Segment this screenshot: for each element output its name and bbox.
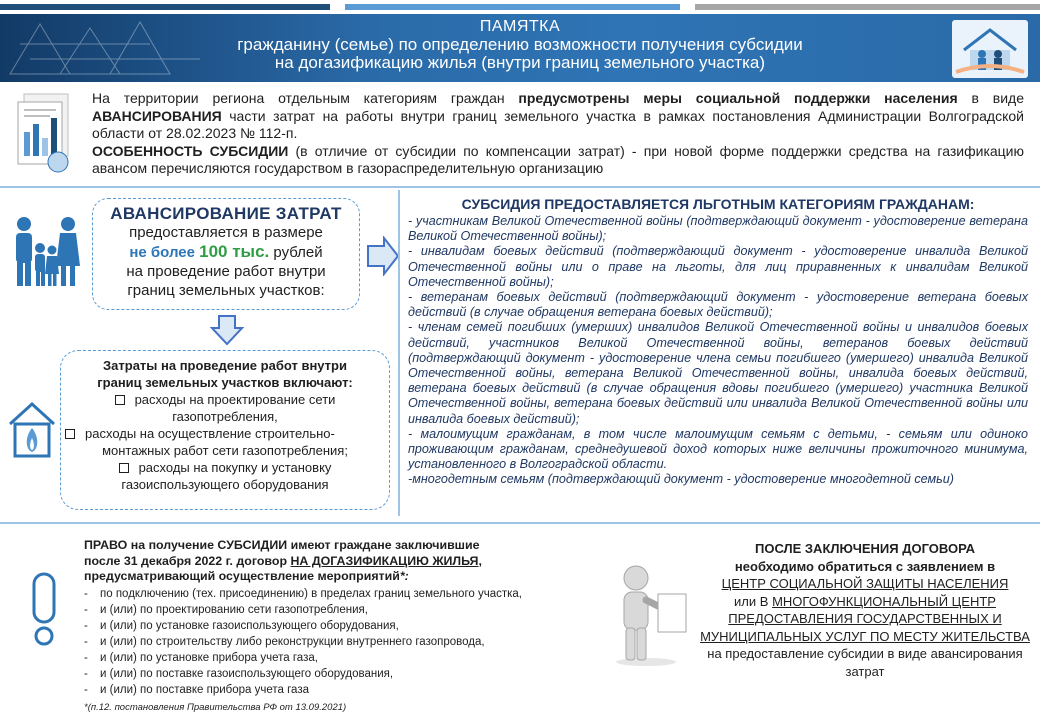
rights-item-text: и (или) по строительству либо реконструкции внутреннего газопровода, (100, 635, 485, 648)
costs-item-3-cont: газоиспользующего оборудования (121, 477, 329, 492)
after-tail-text: на предоставление субсидии в виде авансирования затрат (707, 646, 1023, 679)
categories-list (408, 214, 1028, 488)
page-title: ПАМЯТКА (479, 18, 561, 35)
documents-chart-icon (14, 92, 76, 176)
category-item: - малоимущим гражданам, в том числе малоимущим семьям с детьми, - семьям или одиноко проживающим гражданам, среднедушевой доход которых ниже величины прожиточного минимума, установленного в Волгоградской области. (408, 426, 1028, 472)
dash-marker: - (84, 603, 88, 616)
category-item: -многодетным семьям (подтверждающий документ - удостоверение многодетной семьи) (408, 472, 954, 487)
csz-link: ЦЕНТР СОЦИАЛЬНОЙ ЗАЩИТЫ НАСЕЛЕНИЯ (721, 576, 1009, 591)
list-item (84, 682, 596, 698)
rights-title-text: после 31 декабря 2022 г. договор (84, 553, 291, 568)
house-family-logo-icon (952, 20, 1028, 78)
rights-item-text: и (или) по проектированию сети газопотребления, (100, 603, 368, 616)
categories-title: СУБСИДИЯ ПРЕДОСТАВЛЯЕТСЯ ЛЬГОТНЫМ КАТЕГОРИЯМ ГРАЖДАНАМ: (461, 196, 975, 212)
rights-list (84, 586, 596, 699)
rights-title-contract: НА ДОГАЗИФИКАЦИЮ ЖИЛЬЯ, (290, 553, 482, 568)
rights-section (84, 538, 596, 716)
costs-box (60, 350, 390, 510)
divider (0, 522, 1040, 524)
after-line-1: необходимо обратиться с заявлением в (734, 558, 996, 574)
costs-item-text: расходы на покупку и установку (138, 460, 332, 475)
costs-title-1: Затраты на проведение работ внутри (103, 358, 347, 373)
header-title-block (150, 18, 890, 72)
dash-marker: - (84, 651, 88, 664)
divider (0, 186, 1040, 188)
list-item (84, 618, 596, 634)
list-item (84, 602, 596, 618)
intro-text-span: (в отличие от субсидии по компенсации затрат) - при новой форме поддержки средства на газификацию авансом перечисляются государством в газораспределительную организацию (92, 142, 1024, 176)
avans-amount-unit: рублей (269, 244, 323, 261)
after-title: ПОСЛЕ ЗАКЛЮЧЕНИЯ ДОГОВОРА (754, 541, 976, 556)
list-item (84, 650, 596, 666)
checkbox-icon (115, 395, 125, 405)
list-item (84, 586, 596, 602)
rights-title-2 (84, 554, 596, 570)
costs-item-text: расходы на осуществление строительно- (85, 426, 335, 441)
dash-marker: - (84, 587, 88, 600)
dash-marker: - (84, 667, 88, 680)
page-subtitle-1: гражданину (семье) по определению возможности получения субсидии (237, 35, 803, 54)
dash-marker: - (84, 684, 88, 697)
rights-item-text: и (или) по поставке прибора учета газа (100, 684, 309, 697)
avans-amount (93, 242, 359, 262)
arrow-down-icon (210, 314, 244, 346)
rights-item-text: и (или) по установке газоиспользующего оборудования, (100, 619, 399, 632)
arrow-right-icon (366, 236, 400, 276)
after-contract-section (700, 540, 1030, 680)
avans-line-1: предоставляется в размере (129, 224, 323, 241)
category-item: - ветеранам боевых действий (подтверждающий документ - удостоверение ветерана боевых действий (в случае обращения ветерана боевых действий); (408, 290, 1028, 320)
mfc-link: МНОГОФУНКЦИОНАЛЬНЫЙ ЦЕНТР ПРЕДОСТАВЛЕНИЯ ГОСУДАРСТВЕННЫХ И МУНИЦИПАЛЬНЫХ УСЛУГ ПО МЕСТУ ЖИТЕЛЬСТВА (700, 593, 1030, 644)
rights-footnote: *(п.12. постановления Правительства РФ от 13.09.2021) (84, 702, 347, 714)
rights-item-text: по подключению (тех. присоединению) в пределах границ земельного участка, (100, 587, 523, 600)
rights-title-asterisk: *: (399, 569, 409, 583)
header-banner (0, 14, 1040, 82)
costs-item-2-cont: монтажных работ сети газопотребления; (102, 443, 348, 458)
list-item (84, 666, 596, 682)
exclamation-icon (32, 572, 56, 646)
top-stripe-blue (345, 4, 680, 10)
after-mfc (700, 593, 1030, 681)
dash-marker: - (84, 635, 88, 648)
costs-item-text: расходы на проектирование сети (134, 392, 336, 407)
gas-house-icon (6, 398, 58, 460)
rights-title-text: предусматривающий осуществление мероприятий (84, 569, 400, 583)
costs-item-1 (61, 391, 389, 408)
rights-item-text: и (или) по установке прибора учета газа, (100, 651, 318, 664)
costs-title-2: границ земельных участков включают: (97, 375, 353, 390)
costs-item-1-cont: газопотребления, (172, 409, 278, 424)
costs-item-2 (61, 425, 389, 442)
person-with-paper-icon (606, 564, 692, 668)
checkbox-icon (65, 429, 75, 439)
rights-title-1: ПРАВО на получение СУБСИДИИ имеют граждане заключившие (84, 538, 480, 552)
intro-emphasis: предусмотрены меры социальной поддержки населения (518, 90, 958, 106)
avans-title: АВАНСИРОВАНИЕ ЗАТРАТ (110, 204, 342, 223)
category-item: - инвалидам боевых действий (подтверждающий документ - удостоверение инвалида Великой Отечественной войны или о праве на льготы, для лиц приравненных к инвалидам Великой Отечественной войны); (408, 244, 1028, 289)
dash-marker: - (84, 619, 88, 632)
category-item: - участникам Великой Отечественной войны (подтверждающий документ - удостоверение ветерана Великой Отечественной войны); (408, 214, 1028, 244)
intro-paragraph-2 (92, 143, 1024, 178)
page-subtitle-2: на догазификацию жилья (внутри границ земельного участка) (274, 53, 766, 72)
rights-item-text: и (или) по поставке газоиспользующего оборудования, (100, 667, 394, 680)
rights-title-3 (84, 569, 596, 585)
family-icon (10, 214, 82, 288)
after-or-text: или В (734, 593, 773, 609)
intro-text-span: в виде (957, 90, 1024, 106)
intro-emphasis: ОСОБЕННОСТЬ СУБСИДИИ (92, 142, 289, 159)
avans-box (92, 198, 360, 310)
avans-line-3: на проведение работ внутри (126, 263, 326, 280)
intro-text-span: части затрат на работы внутри границ земельного участка в рамках постановления Администрации Волгоградской области от 28.02.2023 № 112-п. (92, 107, 1024, 141)
top-stripe-grey (695, 4, 1040, 10)
intro-emphasis: АВАНСИРОВАНИЯ (92, 107, 222, 124)
avans-line-4: границ земельных участков: (127, 282, 325, 299)
costs-item-3 (61, 459, 389, 476)
intro-text (92, 90, 1024, 178)
list-item (84, 634, 596, 650)
column-divider (398, 190, 400, 516)
intro-text-span: На территории региона отдельным категориям граждан (92, 90, 519, 106)
category-item: - членам семей погибших (умерших) инвалидов Великой Отечественной войны и инвалидов боевых действий, участников Великой Отечественной войны, ветеранов боевых действий (подтверждающий документ - удостоверение члена семьи погибшего (умершего) инвалида Великой Отечественной войны, ветерана Великой Отечественной войны, инвалида боевых действий, ветерана боевых действий (в случае обращения вдовы погибшего (умершего) участника Великой Отечественной войны, ветерана боевых действий или инвалида Великой Отечественной войны или инвалида боевых действий); (408, 320, 1028, 426)
checkbox-icon (119, 463, 129, 473)
avans-amount-prefix: не более (129, 244, 200, 261)
intro-paragraph-1 (92, 90, 1024, 143)
top-stripe-dark (0, 4, 330, 10)
avans-amount-value: 100 тыс. (199, 242, 270, 261)
